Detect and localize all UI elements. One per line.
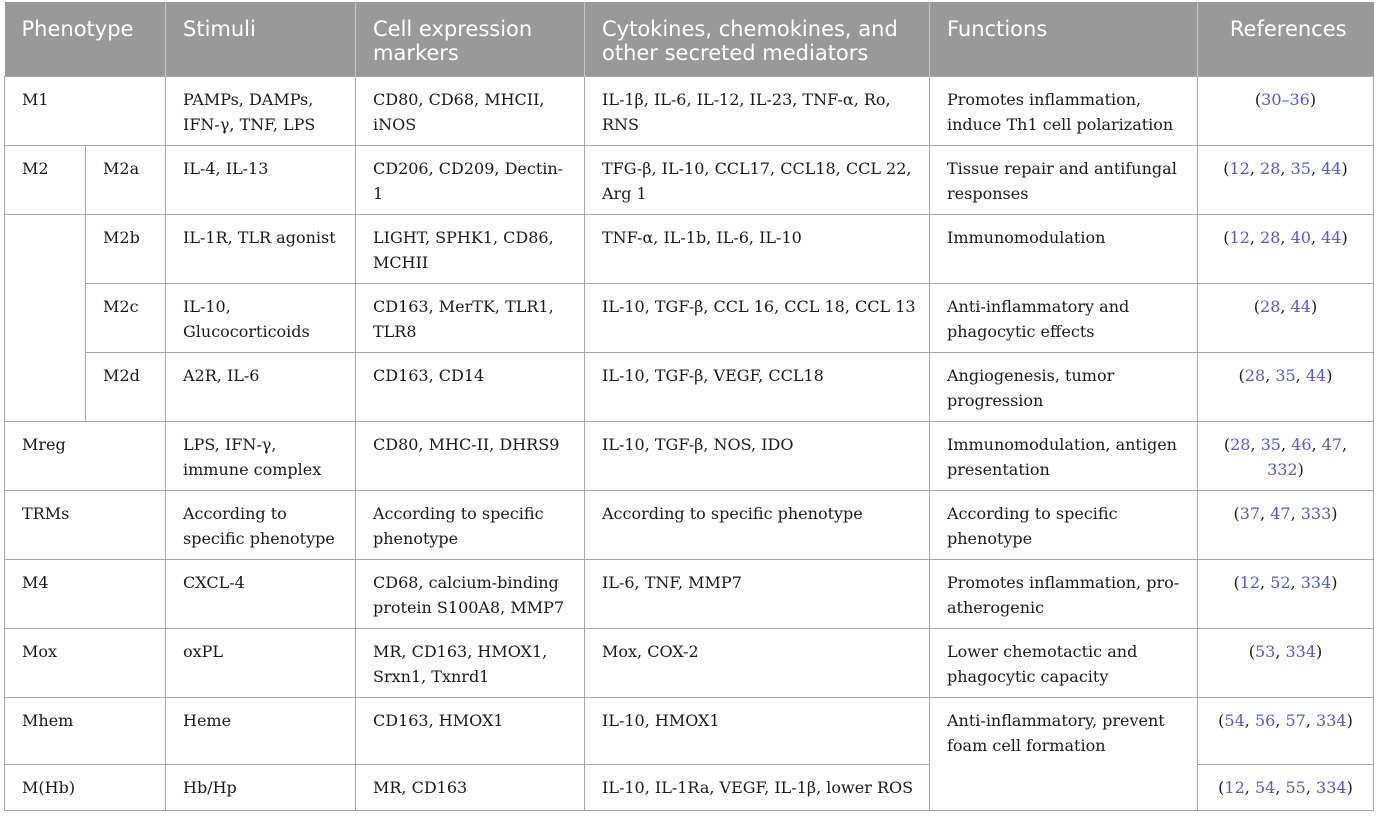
markers-cell: CD68, calcium-binding protein S100A8, MMP7	[356, 559, 585, 628]
table-row	[5, 283, 1374, 352]
stimuli-cell: Heme	[166, 697, 356, 764]
functions-cell: Anti-inflammatory and phagocytic effects	[930, 283, 1198, 352]
citation-link[interactable]: 28	[1244, 365, 1266, 385]
header-stimuli: Stimuli	[166, 2, 356, 76]
citation-link[interactable]: 28	[1230, 434, 1251, 454]
markers-cell: CD80, MHC-II, DHRS9	[356, 421, 585, 490]
markers-cell: CD206, CD209, Dectin-1	[356, 145, 585, 214]
table-row	[5, 352, 1374, 421]
stimuli-cell: According to specific phenotype	[166, 490, 356, 559]
functions-cell: Anti-inflammatory, prevent foam cell formation	[930, 697, 1198, 810]
citation-link[interactable]: 12	[1229, 158, 1250, 178]
citation-link[interactable]: 333	[1300, 503, 1332, 523]
citation-link[interactable]: 37	[1239, 503, 1261, 523]
citation-link[interactable]: 12	[1224, 777, 1245, 797]
markers-cell: CD80, CD68, MHCII, iNOS	[356, 76, 585, 145]
markers-cell: CD163, MerTK, TLR1, TLR8	[356, 283, 585, 352]
table-row	[5, 145, 1374, 214]
references-cell: (53, 334)	[1198, 628, 1374, 697]
references-cell: (28, 35, 46, 47, 332)	[1198, 421, 1374, 490]
subtype-cell: M2a	[86, 145, 166, 214]
citation-link[interactable]: 44	[1321, 227, 1342, 247]
citation-link[interactable]: 40	[1290, 227, 1311, 247]
macrophage-phenotype-table	[4, 2, 1374, 811]
citation-link[interactable]: 44	[1321, 158, 1342, 178]
references-cell: (12, 52, 334)	[1198, 559, 1374, 628]
cytokines-cell: According to specific phenotype	[585, 490, 930, 559]
phenotype-cell: Mreg	[5, 421, 166, 490]
markers-cell: CD163, CD14	[356, 352, 585, 421]
citation-link[interactable]: 35	[1260, 434, 1281, 454]
table-row	[5, 490, 1374, 559]
cytokines-cell: IL-10, TGF-β, CCL 16, CCL 18, CCL 13	[585, 283, 930, 352]
citation-link[interactable]: 47	[1270, 503, 1291, 523]
stimuli-cell: A2R, IL-6	[166, 352, 356, 421]
functions-cell: Promotes inflammation, pro-atherogenic	[930, 559, 1198, 628]
citation-link[interactable]: 12	[1229, 227, 1250, 247]
stimuli-cell: IL-10, Glucocorticoids	[166, 283, 356, 352]
citation-link[interactable]: 334	[1316, 710, 1347, 730]
functions-cell: Immunomodulation, antigen presentation	[930, 421, 1198, 490]
subtype-cell: M2c	[86, 283, 166, 352]
cytokines-cell: Mox, COX-2	[585, 628, 930, 697]
table-row	[5, 628, 1374, 697]
citation-link[interactable]: 54	[1254, 777, 1276, 797]
markers-cell: MR, CD163	[356, 764, 585, 810]
citation-link[interactable]: 334	[1300, 572, 1332, 592]
functions-cell: Angiogenesis, tumor progression	[930, 352, 1198, 421]
cytokines-cell: IL-10, TGF-β, VEGF, CCL18	[585, 352, 930, 421]
citation-link[interactable]: 46	[1291, 434, 1312, 454]
header-references: References	[1198, 2, 1374, 76]
phenotype-cell: M1	[5, 76, 166, 145]
citation-link[interactable]: 35	[1275, 365, 1296, 385]
phenotype-cell: M4	[5, 559, 166, 628]
citation-link[interactable]: 35	[1290, 158, 1311, 178]
cytokines-cell: IL-6, TNF, MMP7	[585, 559, 930, 628]
markers-cell: MR, CD163, HMOX1, Srxn1, Txnrd1	[356, 628, 585, 697]
citation-link[interactable]: 47	[1321, 434, 1343, 454]
subtype-cell: M2b	[86, 214, 166, 283]
markers-cell: CD163, HMOX1	[356, 697, 585, 764]
functions-cell: Promotes inflammation, induce Th1 cell polarization	[930, 76, 1198, 145]
header-functions: Functions	[930, 2, 1198, 76]
stimuli-cell: IL-4, IL-13	[166, 145, 356, 214]
references-cell: (12, 54, 55, 334)	[1198, 764, 1374, 810]
stimuli-cell: PAMPs, DAMPs, IFN-γ, TNF, LPS	[166, 76, 356, 145]
references-cell: (28, 44)	[1198, 283, 1374, 352]
references-cell: (54, 56, 57, 334)	[1198, 697, 1374, 764]
references-cell: (30–36)	[1198, 76, 1374, 145]
header-row	[5, 2, 1374, 76]
cytokines-cell: IL-1β, IL-6, IL-12, IL-23, TNF-α, Ro, RNS	[585, 76, 930, 145]
stimuli-cell: Hb/Hp	[166, 764, 356, 810]
phenotype-group-empty-cell	[5, 214, 86, 421]
phenotype-cell: M(Hb)	[5, 764, 166, 810]
phenotype-cell: Mox	[5, 628, 166, 697]
citation-link[interactable]: 57	[1285, 710, 1306, 730]
citation-link[interactable]: 28	[1260, 158, 1281, 178]
citation-link[interactable]: 55	[1285, 777, 1306, 797]
stimuli-cell: IL-1R, TLR agonist	[166, 214, 356, 283]
header-markers: Cell expression markers	[356, 2, 585, 76]
table-row	[5, 421, 1374, 490]
cytokines-cell: TNF-α, IL-1b, IL-6, IL-10	[585, 214, 930, 283]
stimuli-cell: CXCL-4	[166, 559, 356, 628]
table-row	[5, 214, 1374, 283]
citation-link[interactable]: 44	[1290, 296, 1311, 316]
functions-cell: Tissue repair and antifungal responses	[930, 145, 1198, 214]
references-cell: (37, 47, 333)	[1198, 490, 1374, 559]
citation-link[interactable]: 334	[1316, 777, 1347, 797]
phenotype-cell: Mhem	[5, 697, 166, 764]
references-cell: (28, 35, 44)	[1198, 352, 1374, 421]
functions-cell: Immunomodulation	[930, 214, 1198, 283]
cytokines-cell: TFG-β, IL-10, CCL17, CCL18, CCL 22, Arg 1	[585, 145, 930, 214]
references-cell: (12, 28, 35, 44)	[1198, 145, 1374, 214]
cytokines-cell: IL-10, IL-1Ra, VEGF, IL-1β, lower ROS	[585, 764, 930, 810]
subtype-cell: M2d	[86, 352, 166, 421]
phenotype-group-cell: M2	[5, 145, 86, 214]
table-row	[5, 559, 1374, 628]
citation-link[interactable]: 28	[1260, 296, 1281, 316]
citation-link[interactable]: 56	[1254, 710, 1276, 730]
citation-link[interactable]: 12	[1239, 572, 1261, 592]
cytokines-cell: IL-10, TGF-β, NOS, IDO	[585, 421, 930, 490]
citation-link[interactable]: 30–36	[1261, 89, 1310, 109]
citation-link[interactable]: 44	[1305, 365, 1327, 385]
citation-link[interactable]: 54	[1224, 710, 1245, 730]
references-cell: (12, 28, 40, 44)	[1198, 214, 1374, 283]
header-phenotype: Phenotype	[5, 2, 166, 76]
citation-link[interactable]: 52	[1270, 572, 1291, 592]
cytokines-cell: IL-10, HMOX1	[585, 697, 930, 764]
citation-link[interactable]: 332	[1267, 459, 1298, 479]
citation-link[interactable]: 334	[1285, 641, 1317, 661]
stimuli-cell: oxPL	[166, 628, 356, 697]
citation-link[interactable]: 28	[1260, 227, 1281, 247]
markers-cell: LIGHT, SPHK1, CD86, MCHII	[356, 214, 585, 283]
table-row	[5, 697, 1374, 764]
table-row	[5, 76, 1374, 145]
phenotype-cell: TRMs	[5, 490, 166, 559]
functions-cell: According to specific phenotype	[930, 490, 1198, 559]
citation-link[interactable]: 53	[1254, 641, 1276, 661]
stimuli-cell: LPS, IFN-γ, immune complex	[166, 421, 356, 490]
functions-cell: Lower chemotactic and phagocytic capacity	[930, 628, 1198, 697]
header-cytokines: Cytokines, chemokines, and other secreted mediators	[585, 2, 930, 76]
markers-cell: According to specific phenotype	[356, 490, 585, 559]
